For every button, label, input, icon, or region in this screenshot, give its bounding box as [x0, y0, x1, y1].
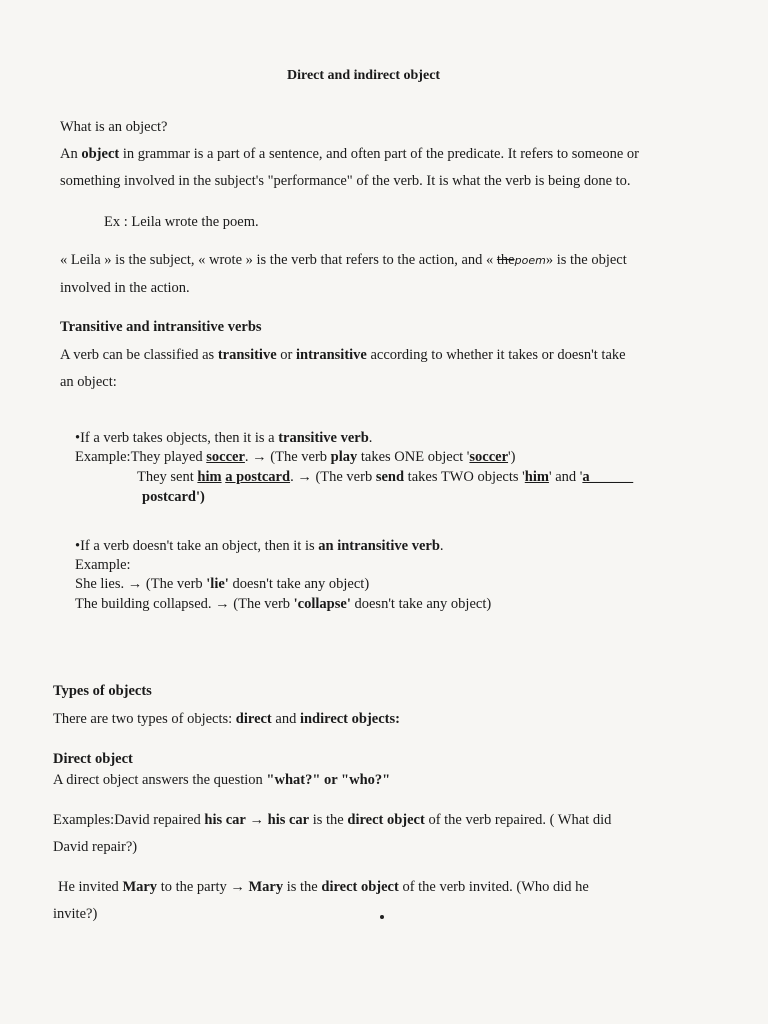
- text-bold: Mary: [248, 879, 284, 895]
- text-bold: his car: [204, 812, 246, 828]
- text: A direct object answers the question: [53, 772, 267, 788]
- intro-paragraph-line2: something involved in the subject's "performance" of the verb. It is what the verb is being done to.: [60, 173, 631, 189]
- text: The building collapsed. → (The verb: [75, 596, 294, 612]
- types-heading: Types of objects: [53, 683, 152, 699]
- text: An: [60, 146, 82, 162]
- text: doesn't take any object): [350, 596, 492, 612]
- text: .: [439, 538, 444, 554]
- text-bold: direct object: [321, 879, 399, 895]
- direct-example2-line1: [58, 878, 589, 896]
- direct-example1-line2: David repair?): [53, 839, 138, 855]
- text: of the verb repaired. ( What did: [424, 812, 612, 828]
- text: They sent: [137, 469, 198, 485]
- example-line-postcard-cont: [142, 488, 205, 506]
- text: •If a verb doesn't take an object, then it is: [75, 538, 319, 554]
- intro-paragraph2-line1: [60, 251, 627, 270]
- text-bold-underline: a: [582, 469, 590, 485]
- direct-object-heading: Direct object: [53, 751, 133, 767]
- text-bold: direct: [235, 711, 272, 727]
- text-bold: an intransitive verb: [318, 538, 440, 554]
- text-bold: '): [195, 489, 205, 505]
- handwritten-correction: poem: [514, 254, 546, 267]
- text: is the: [283, 879, 322, 895]
- text: A verb can be classified as: [60, 347, 218, 363]
- bullet-intransitive: [75, 537, 444, 555]
- example-collapsed: [75, 595, 491, 613]
- transitive-paragraph-line2: an object:: [60, 374, 117, 390]
- text-bold: his car: [267, 812, 310, 828]
- stray-dot-mark: [380, 915, 384, 919]
- types-paragraph: [53, 710, 400, 728]
- text-bold: object: [81, 146, 120, 162]
- text-bold: postcard: [142, 489, 196, 505]
- text: Example:They played: [75, 449, 207, 465]
- text: There are two types of objects:: [53, 711, 236, 727]
- text: according to whether it takes or doesn't take: [366, 347, 626, 363]
- text-bold: direct object: [347, 812, 425, 828]
- text: doesn't take any object): [228, 576, 370, 592]
- text: .: [368, 430, 373, 446]
- text: » is the object: [545, 252, 627, 268]
- text: He invited: [58, 879, 123, 895]
- text: ' and ': [548, 469, 583, 485]
- text: . → (The verb: [290, 469, 376, 485]
- transitive-heading: Transitive and intransitive verbs: [60, 319, 262, 335]
- text-bold-underline: him: [524, 469, 549, 485]
- example-line-postcard: [137, 468, 633, 486]
- text-bold: 'lie': [206, 576, 229, 592]
- text-bold-underline: soccer: [206, 449, 245, 465]
- transitive-paragraph-line1: [60, 346, 626, 364]
- text-bold: Mary: [122, 879, 158, 895]
- text-bold: 'collapse': [293, 596, 351, 612]
- text-bold: indirect objects:: [299, 711, 400, 727]
- text: She lies. → (The verb: [75, 576, 207, 592]
- struck-text: the: [496, 252, 515, 268]
- bullet-transitive: [75, 429, 372, 447]
- intro-paragraph-line1: [60, 145, 639, 163]
- example-lies: [75, 575, 369, 593]
- intro-paragraph2-line2: involved in the action.: [60, 280, 190, 296]
- text: •If a verb takes objects, then it is a: [75, 430, 279, 446]
- text-bold-underline: him: [197, 469, 222, 485]
- example-label: Example:: [75, 557, 131, 573]
- text-bold-underline: a postcard: [225, 469, 291, 485]
- text: . → (The verb: [244, 449, 331, 465]
- direct-example1-line1: [53, 811, 611, 829]
- text: « Leila » is the subject, « wrote » is the verb that refers to the action, and «: [60, 252, 497, 268]
- text: '): [508, 449, 516, 465]
- text-bold: intransitive: [295, 347, 367, 363]
- text: →: [245, 812, 268, 828]
- example-line-soccer: [75, 448, 516, 466]
- direct-object-definition: [53, 771, 390, 789]
- direct-example2-line2: invite?): [53, 906, 98, 922]
- text: and: [271, 711, 300, 727]
- text: of the verb invited. (Who did he: [398, 879, 589, 895]
- text-bold: "what?" or "who?": [266, 772, 391, 788]
- text-bold: send: [375, 469, 405, 485]
- text-bold: ______: [589, 469, 634, 485]
- text-bold: play: [330, 449, 358, 465]
- intro-example: Ex : Leila wrote the poem.: [104, 214, 259, 230]
- text: is the: [309, 812, 348, 828]
- text: to the party →: [157, 879, 249, 895]
- intro-question: What is an object?: [60, 119, 168, 135]
- text: Examples:David repaired: [53, 812, 205, 828]
- text: in grammar is a part of a sentence, and often part of the predicate. It refers to someone or: [119, 146, 639, 162]
- text-bold: transitive verb: [278, 430, 369, 446]
- text: or: [276, 347, 296, 363]
- text: takes ONE object ': [357, 449, 470, 465]
- text-bold-underline: soccer: [469, 449, 509, 465]
- page-title: Direct and indirect object: [287, 68, 441, 83]
- text-bold: transitive: [217, 347, 277, 363]
- text: takes TWO objects ': [404, 469, 525, 485]
